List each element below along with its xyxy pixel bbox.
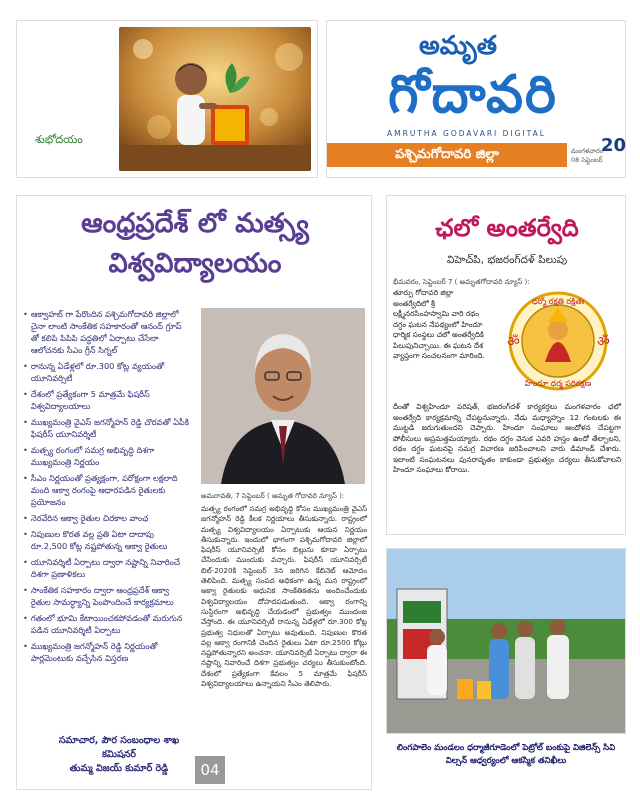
bullet-item — [23, 444, 191, 468]
credit-line-3: తుమ్మ విజయ్ కుమార్ రెడ్డి — [69, 763, 169, 774]
bullet-dot: • — [23, 641, 28, 651]
bullet-item — [23, 360, 191, 384]
petrol-pump-illustration — [387, 549, 626, 734]
portrait-photo — [201, 308, 365, 484]
bullet-text: ముఖ్యమంత్రి జగన్మోహన్ రెడ్డి నిర్ణయంతో పార్లమెంటుకు వచ్చేసిన విస్తరణ — [30, 641, 158, 663]
bullet-item — [23, 556, 191, 580]
main-headline-line-1: ఆంధ్రప్రదేశ్ లో మత్స్య — [81, 208, 309, 239]
om-left-icon: ॐ — [507, 334, 520, 350]
petrol-pump-photo — [386, 548, 626, 734]
dharma-emblem — [493, 290, 623, 392]
right-article — [386, 195, 626, 535]
greeting-photo-panel — [16, 20, 318, 178]
masthead-date-day: మంగళవారం — [571, 147, 604, 155]
baby-photo-illustration — [119, 27, 311, 171]
bullet-item — [23, 528, 191, 552]
bullet-text: నెరవేరిన ఆక్వా రైతుల చిరకాల వాంఛ — [30, 513, 149, 523]
bullet-item — [23, 512, 191, 524]
bullet-dot: • — [23, 389, 28, 399]
brand-logo-text: గోదావరి — [388, 65, 558, 125]
bullet-text: గతంలో భూమి కేటాయించకపోవడంతో మరుగున పడిన యూనివర్శిటీ ఏర్పాటు — [30, 613, 183, 635]
bullet-dot: • — [23, 513, 28, 523]
bullet-dot: • — [23, 557, 28, 567]
main-dateline: అమరావతి, 7 సెప్టెంబర్ ( అమృత గోదావరి న్యూస్ ): — [201, 492, 345, 500]
bullet-text: ఆక్వాహబ్ గా పేరొందిన పశ్చిమగోదావరి జిల్లాలో చైనా లాంటి సాంకేతిక సహకారంతో ఆనంద్ గ్రూప్ తో కలిపి పిపిపి పద్ధతిలో ఏర్పాటు చేసేలా ఆలోచనకు సీఎం గ్రీన్ సిగ్నల్ — [30, 309, 182, 355]
edition-number: 20 — [601, 135, 627, 156]
district-banner: పశ్చిమగోదావరి జిల్లా — [327, 143, 567, 167]
bullet-dot: • — [23, 529, 28, 539]
bullet-text: దేశంలో ప్రత్యేకంగా 5 మాత్రమే ఫిషరీస్ విశ్వవిద్యాలయాలు — [30, 389, 150, 411]
right-headline: ఛలో అంతర్వేది — [435, 214, 579, 242]
bullet-text: రానున్న ఏడేళ్లలో రూ.300 కోట్ల వ్యయంతో యూనివర్సిటీ — [30, 361, 165, 383]
right-body-text: దీంతో విశ్వహిందూ పరిషత్, భజరంగ్‌దళ్ కార్యకర్తలు మంగళవారం ఛలో అంతర్వేది కార్యక్రమాన్ని చేపట్టనున్నారు. నేడు మధ్యాహ్నం 12 గంటలకు ఈ ముట్టడి జరుగుతుందని చెప్పారు. హిందూ సంఘాలు ఆందోళన చేపట్టగా పోలీసులు అప్రమత్తమయ్యారు. రథం దగ్ధం వెనుక ఎవరి హస్తం ఉందో తేల్చాలని, రథం దగ్ధం ఘటనపై సమగ్ర విచారణ జరిపించాలని వారు డిమాండ్ చేశారు. ఇలాంటి సంఘటనలు పునరావృతం కాకుండా ప్రభుత్వం చర్యలు తీసుకోవాలని హిందూ సంఘాలు కోరాయి. — [393, 402, 621, 474]
dharma-emblem-icon — [493, 290, 623, 392]
bullet-list — [23, 308, 191, 668]
emblem-top-text: ధర్మో రక్షతి రక్షితః — [532, 297, 584, 306]
bullet-dot: • — [23, 417, 28, 427]
bullet-item — [23, 416, 191, 440]
bullet-item — [23, 640, 191, 664]
main-body-text: మత్స్య రంగంలో సమగ్ర అభివృద్ధి కోసం ముఖ్యమంత్రి వైఎస్ జగన్మోహన్ రెడ్డి కీలక నిర్ణయాలు తీసుకున్నారు. రాష్ట్రంలో మత్స్య విశ్వవిద్యాలయం ఏర్పాటుకు ఆయన నిర్ణయం తీసుకున్నారు. ఇందులో భాగంగా పశ్చిమగోదావరి జిల్లాలో ఫిషరీస్ యూనివర్సిటీ కోసం బిల్లును కూడా ఏర్పాటు చేసేందుకు ముందుకు వచ్చారు. ఫిషరీస్ యూనివర్సిటీ బిల్-2020కి సెప్టెంబర్ 3న జరిగిన కేబినెట్ ఆమోదం తెలిపింది. మత్స్య సంపద అధికంగా ఉన్న మన రాష్ట్రంలో ఆక్వా రైతులకు ఆధునిక సాంకేతికతను అందించేందుకు విశ్వవిద్యాలయం దోహదపడుతుంది. ఆక్వా రంగాన్ని సుస్థిరంగా అభివృద్ధి చేయడంలో ప్రభుత్వం ముందంజ వేస్తోంది. ఈ యూనివర్సిటీ రానున్న ఏడేళ్లలో రూ.300 కోట్ల ప్రభుత్వ నిధులతో ఏర్పాటు అవుతుంది. నిపుణుల కొరత వల్ల ఆక్వా రంగానికి చెందిన రైతులు ఏటా రూ.2500 కోట్లు నష్టపోతున్నారని అంచనా. యూనివర్సిటీ ఏర్పాటు ద్వారా ఈ నష్టాన్ని నివారించే దిశగా ప్రభుత్వం చర్యలు తీసుకుంటోంది. దేశంలో ప్రత్యేకంగా కేవలం 5 మాత్రమే ఫిషరీస్ విశ్వవిద్యాలయాలు ఉన్నాయని సీఎం తెలిపారు. — [201, 504, 367, 689]
bullet-text: యూనివర్శిటీ ఏర్పాటు ద్వారా నష్టాన్ని నివారించే దిశగా ప్రణాళికలు — [30, 557, 181, 579]
masthead-date — [571, 147, 603, 165]
credit-line-2: కమిషనర్ — [101, 749, 137, 760]
bullet-item — [23, 584, 191, 608]
bullet-item — [23, 308, 191, 356]
bullet-item — [23, 388, 191, 412]
page-number: 04 — [195, 756, 225, 784]
main-headline-line-2: విశ్వవిద్యాలయం — [108, 248, 282, 279]
photo-caption: లింగపాలెం మండలం ధర్మాజీగూడెంలో పెట్రోల్ బంకుపై విజిలెన్స్ సివి విల్సన్ ఆధ్వర్యంలో ఆకస్మిక తనిఖీలు — [396, 743, 616, 766]
bullet-text: నిపుణుల కొరత వల్ల ప్రతి ఏటా దాదాపు రూ.2,500 కోట్ల నష్టపోతున్న ఆక్వా రైతులు — [30, 529, 168, 551]
greeting-text: శుభోదయం — [35, 133, 83, 146]
portrait-illustration — [201, 308, 365, 484]
bullet-dot: • — [23, 361, 28, 371]
bullet-dot: • — [23, 309, 28, 319]
masthead-date-month: 08 సెప్టెంబర్ — [571, 156, 603, 164]
brand-tagline: AMRUTHA GODAVARI DIGITAL — [387, 129, 546, 138]
bullet-text: ముఖ్యమంత్రి వైఎస్ జగన్మోహన్ రెడ్డి చొరవతో ఏపీకి ఫిషరీస్ యూనివర్శిటీ — [30, 417, 189, 439]
bullet-dot: • — [23, 473, 28, 483]
bullet-dot: • — [23, 445, 28, 455]
masthead — [326, 20, 626, 178]
main-headline — [23, 204, 367, 284]
credit-line-1: సమాచార, పౌర సంబంధాల శాఖ — [58, 735, 180, 746]
bullet-dot: • — [23, 585, 28, 595]
baby-photo — [119, 27, 311, 171]
right-subhead: విహెచ్‌పి, భజరంగ్‌దళ్ పిలుపు — [446, 254, 568, 266]
brand-top-text: అమృత — [419, 31, 497, 61]
om-right-icon: ॐ — [597, 334, 610, 350]
press-credit — [39, 734, 199, 776]
bullet-text: సాంకేతిక సహకారం ద్వారా ఆంధ్రప్రదేశ్ ఆక్వా రైతుల సామర్ధ్యాన్ని పెంపొందించే కార్యక్రమాలు — [30, 585, 174, 607]
emblem-bottom-text: హిందూ ధర్మ పరిరక్షణ — [524, 379, 592, 388]
bullet-text: మత్స్య రంగంలో సమగ్ర అభివృద్ధి దిశగా ముఖ్యమంత్రి నిర్ణయం — [30, 445, 155, 467]
bullet-item — [23, 612, 191, 636]
bullet-item — [23, 472, 191, 508]
bullet-text: సీఎం నిర్ణయంతో ప్రత్యక్షంగా, పరోక్షంగా లక్షలాది మంది ఆక్వా రంగంపై ఆధారపడిన రైతులకు ప్రయోజనం — [30, 473, 178, 507]
bullet-dot: • — [23, 613, 28, 623]
main-article — [16, 195, 372, 790]
right-dateline: భీమవరం, సెప్టెంబర్ 7 ( అమృతగోదావరి న్యూస్ ): — [393, 278, 530, 286]
right-body-intro: తూర్పు గోదావరి జిల్లా అంతర్వేదిలో శ్రీ లక్ష్మీనరసింహస్వామి వారి రథం దగ్ధం ఘటన నేపథ్యంలో హిందూ ధార్మిక సంస్థలు చలో అంతర్వేదికి పిలుపునిచ్చాయి. ఈ ఘటన దేశ వ్యాప్తంగా సంచలనంగా మారింది. — [393, 288, 485, 360]
